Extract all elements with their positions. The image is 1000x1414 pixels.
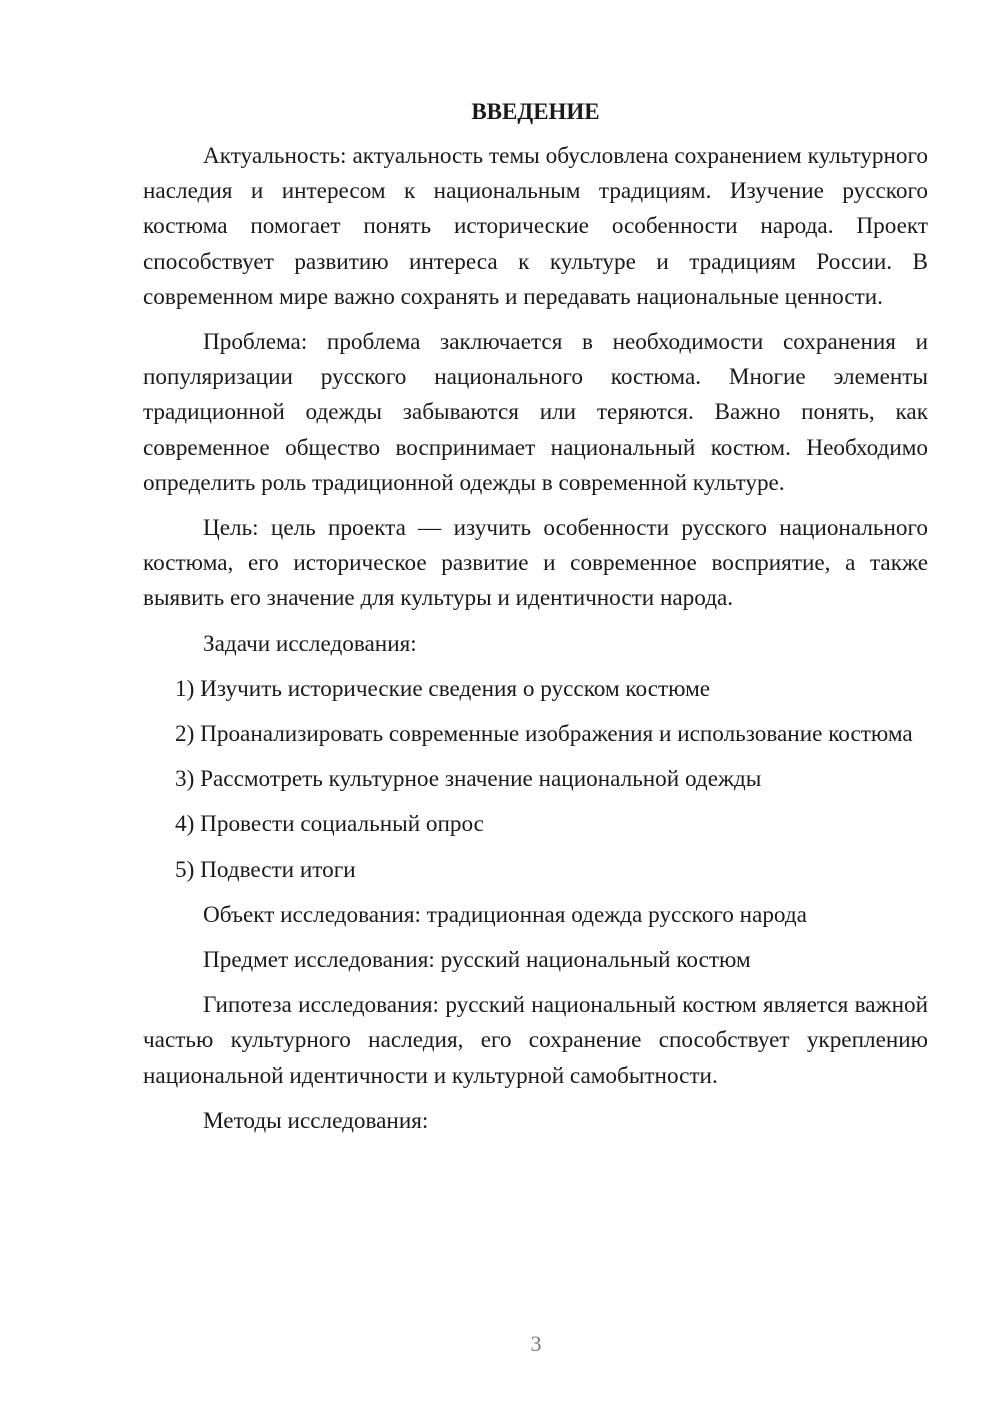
task-item-4: 4) Провести социальный опрос [175,811,484,838]
paragraph-goal: Цель: цель проекта — изучить особенности русского национального костюма, его историческое развитие и современное восприятие, а также выявить его значение для культуры и идентичности народа. [143,515,928,612]
page-number: 3 [530,1331,542,1356]
page-content [143,94,928,1149]
task-item-5: 5) Подвести итоги [175,856,356,883]
paragraph-problem: Проблема: проблема заключается в необходимости сохранения и популяризации русского национального костюма. Многие элементы традиционной одежды забываются или теряются. Важно понять, как современное общество воспринимает национальный костюм. Необходимо определить роль традиционной одежды в современной культуре. [143,329,928,496]
paragraph-object: Объект исследования: традиционная одежда русского народа [203,901,807,928]
task-item-1: 1) Изучить исторические сведения о русском костюме [175,675,711,702]
paragraph-hypothesis: Гипотеза исследования: русский национальный костюм является важной частью культурного наследия, его сохранение способствует укреплению национальной идентичности и культурной самобытности. [143,992,928,1089]
paragraph-relevance: Актуальность: актуальность темы обусловлена сохранением культурного наследия и интересом к национальным традициям. Изучение русского костюма помогает понять исторические особенности народа. Проект способствует развитию интереса к культуре и традициям России. В современном мире важно сохранять и передавать национальные ценности. [143,143,928,310]
task-item-3: 3) Рассмотреть культурное значение национальной одежды [175,766,762,793]
paragraph-methods-heading: Методы исследования: [203,1107,429,1134]
task-item-2: 2) Проанализировать современные изображения и использование костюма [175,721,913,748]
paragraph-tasks-heading: Задачи исследования: [203,630,417,657]
paragraph-subject: Предмет исследования: русский национальный костюм [203,947,751,974]
section-title: ВВЕДЕНИЕ [471,99,600,124]
